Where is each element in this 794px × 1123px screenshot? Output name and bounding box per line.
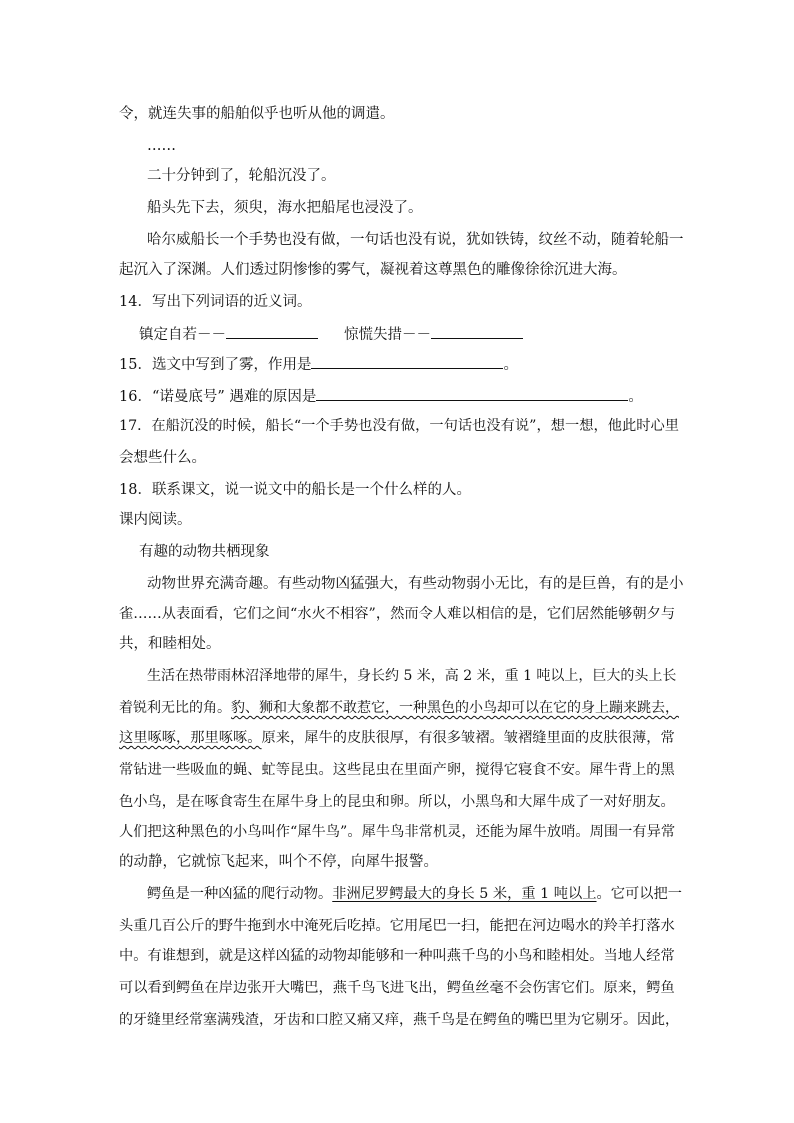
q16-prompt: 16．“诺曼底号” 遇难的原因是 bbox=[119, 389, 317, 405]
question-16 bbox=[119, 386, 643, 407]
paragraph-3-line-5: 的牙缝里经常塞满残渣，牙齿和口腔又痛又痒，燕千鸟是在鳄鱼的嘴巴里为它剔牙。因此， bbox=[119, 1012, 679, 1028]
question-17-line-1: 17．在船沉没的时候，船长“一个手势也没有做，一句话也没有说”，想一想，他此时心里 bbox=[119, 418, 679, 434]
question-14-answers bbox=[139, 324, 523, 345]
q15-prompt: 15．选文中写到了雾，作用是 bbox=[119, 357, 312, 373]
question-17-line-2: 会想些什么。 bbox=[119, 450, 206, 466]
q15-period: 。 bbox=[503, 357, 518, 373]
paragraph-2-line-2-text: 着锐利无比的角。 bbox=[119, 700, 231, 716]
paragraph-3-line-2: 头重几百公斤的野牛拖到水中淹死后吃掉。它用尾巴一扫，能把在河边喝水的羚羊打落水 bbox=[119, 918, 675, 934]
paragraph-2-line-4: 常钻进一些吸血的蝇、虻等昆虫。这些昆虫在里面产卵，搅得它寝食不安。犀牛背上的黑 bbox=[119, 762, 675, 778]
paragraph-3-line-4: 可以看到鳄鱼在岸边张开大嘴巴，燕千鸟飞进飞出，鳄鱼丝毫不会伤害它们。原来，鳄鱼 bbox=[119, 980, 675, 996]
section-label: 课内阅读。 bbox=[119, 512, 192, 528]
paragraph-3-line-1-end: 。它可以把一 bbox=[596, 886, 683, 902]
passage-line-2: 二十分钟到了，轮船沉没了。 bbox=[147, 168, 336, 184]
paragraph-1-line-1: 动物世界充满奇趣。有些动物凶猛强大，有些动物弱小无比，有的是巨兽，有的是小 bbox=[147, 576, 684, 592]
wavy-underlined-sentence-1: 豹、狮和大象都不敢惹它，一种黑色的小鸟却可以在它的身上蹦来跳去， bbox=[231, 700, 679, 716]
wavy-underlined-sentence-2: 这里啄啄，那里啄啄。 bbox=[119, 730, 262, 746]
q15-answer-blank[interactable] bbox=[311, 354, 503, 369]
paragraph-3-line-1 bbox=[147, 884, 682, 904]
paragraph-2-line-3 bbox=[119, 728, 675, 748]
paragraph-2-line-7: 的动静，它就惊飞起来，叫个不停，向犀牛报警。 bbox=[119, 854, 438, 870]
q14-word-1: 镇定自若－－ bbox=[139, 327, 226, 343]
paragraph-2-line-1: 生活在热带雨林沼泽地带的犀牛，身长约 5 米，高 2 米，重 1 吨以上，巨大的头上长 bbox=[147, 668, 677, 684]
paragraph-1-line-2: 雀……从表面看，它们之间“水火不相容”，然而令人难以相信的是，它们居然能够朝夕与 bbox=[119, 606, 676, 622]
paragraph-2-line-6: 人们把这种黑色的小鸟叫作“犀牛鸟”。犀牛鸟非常机灵，还能为犀牛放哨。周围一有异常 bbox=[119, 824, 676, 840]
paragraph-2-line-3-text: 原来，犀牛的皮肤很厚，有很多皱褶。皱褶缝里面的皮肤很薄，常 bbox=[261, 730, 675, 746]
underlined-sentence: 非洲尼罗鳄最大的身长 5 米，重 1 吨以上 bbox=[332, 886, 597, 902]
passage-ellipsis: …… bbox=[147, 138, 176, 154]
paragraph-3-line-3: 中。有谁想到，就是这样凶猛的动物却能够和一种叫燕千鸟的小鸟和睦相处。当地人经常 bbox=[119, 948, 675, 964]
passage-line-4a: 哈尔威船长一个手势也没有做，一句话也没有说，犹如铁铸，纹丝不动，随着轮船一 bbox=[147, 232, 684, 248]
passage-line-1: 令，就连失事的船舶似乎也听从他的调遣。 bbox=[119, 106, 395, 122]
question-14: 14．写出下列词语的近义词。 bbox=[119, 294, 312, 310]
q14-answer-2-blank[interactable] bbox=[431, 324, 523, 339]
paragraph-2-line-2 bbox=[119, 698, 679, 718]
question-15 bbox=[119, 354, 518, 375]
q14-answer-1-blank[interactable] bbox=[226, 324, 318, 339]
reading-title: 有趣的动物共栖现象 bbox=[139, 544, 270, 560]
paragraph-3-line-1-start: 鳄鱼是一种凶猛的爬行动物。 bbox=[147, 886, 333, 902]
passage-line-3: 船头先下去，须臾，海水把船尾也浸没了。 bbox=[147, 200, 423, 216]
q16-answer-blank[interactable] bbox=[316, 386, 628, 401]
passage-line-4b: 起沉入了深渊。人们透过阴惨惨的雾气，凝视着这尊黑色的雕像徐徐沉进大海。 bbox=[119, 262, 627, 278]
paragraph-1-line-3: 共，和睦相处。 bbox=[119, 636, 221, 652]
paragraph-2-line-5: 色小鸟，是在啄食寄生在犀牛身上的昆虫和卵。所以，小黑鸟和大犀牛成了一对好朋友。 bbox=[119, 794, 675, 810]
question-18: 18．联系课文，说一说文中的船长是一个什么样的人。 bbox=[119, 482, 471, 498]
q14-word-2: 惊慌失措－－ bbox=[344, 327, 431, 343]
q16-period: 。 bbox=[628, 389, 643, 405]
